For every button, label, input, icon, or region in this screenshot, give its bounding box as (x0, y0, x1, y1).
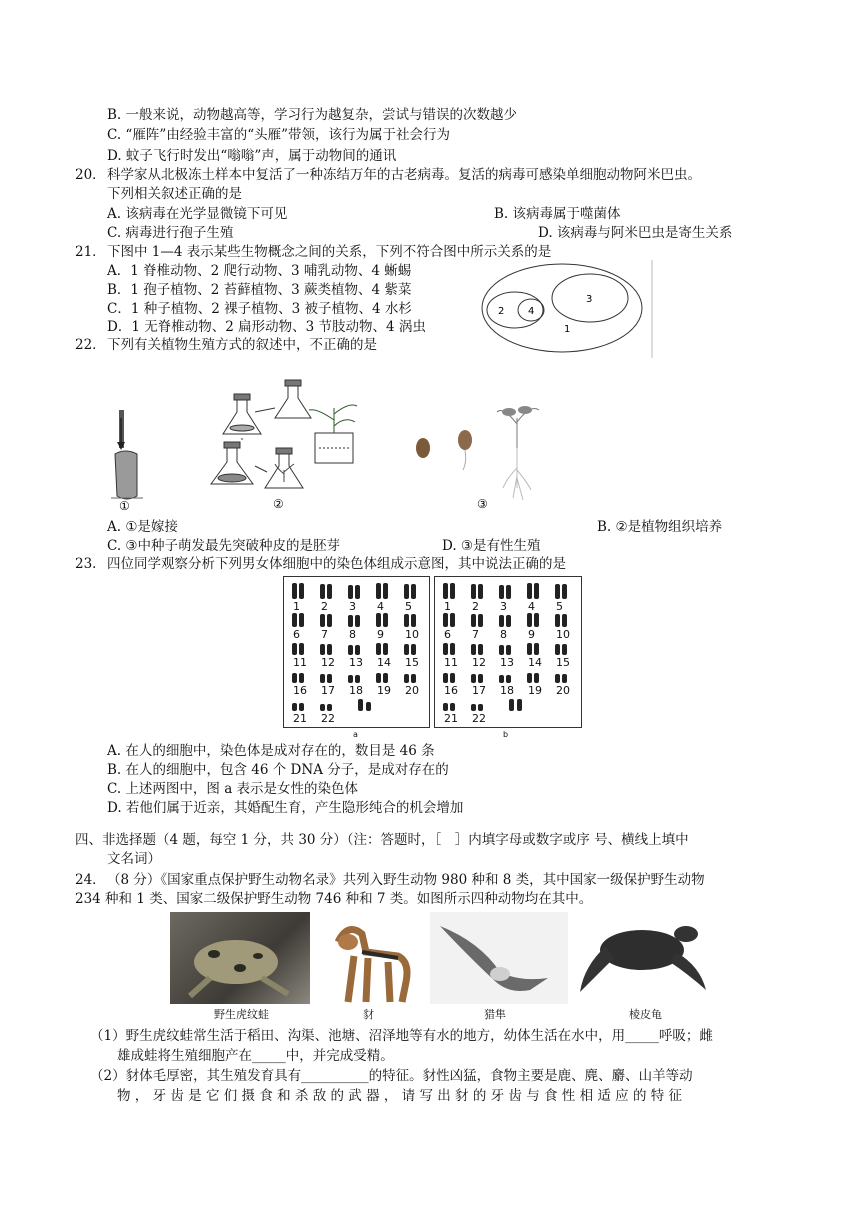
chromosome-number: 3 (500, 600, 507, 613)
chromosome (450, 643, 455, 655)
chromosome (348, 675, 353, 683)
chromosome (327, 644, 332, 655)
chromosome (292, 613, 297, 627)
chromosome-number: 13 (500, 656, 514, 669)
q23-option-b: B. 在人的细胞中，包含 46 个 DNA 分子，是成对存在的 (107, 762, 449, 778)
section4-heading-line2: 文名词） (107, 851, 161, 867)
venn-label-3: 3 (586, 294, 593, 305)
q24-part2-line2: 物 ， 牙 齿 是 它 们 摄 食 和 杀 敌 的 武 器 ， 请 写 出 豺 的 牙 齿 与 食 性 相 适 应 的 特 征 (117, 1088, 683, 1104)
q24-stem-line2: 234 种和 1 类、国家二级保护野生动物 746 种和 7 类。如图所示四种动物均在其中。 (75, 891, 593, 907)
chromosome (506, 585, 511, 599)
chromosome (376, 613, 381, 627)
sex-chromosome (517, 699, 522, 711)
chromosome (443, 703, 448, 711)
chromosome-number: 20 (405, 684, 419, 697)
chromosome-number: 10 (556, 628, 570, 641)
chromosome (450, 673, 455, 683)
chromosome (411, 584, 416, 599)
q21-stem: 下图中 1—4 表示某些生物概念之间的关系，下列不符合图中所示关系的是 (107, 244, 552, 260)
chromosome-number: 2 (472, 600, 479, 613)
q21-option-a: A．1 脊椎动物、2 爬行动物、3 哺乳动物、4 蜥蜴 (107, 263, 412, 279)
chromosome-number: 10 (405, 628, 419, 641)
chromosome (450, 583, 455, 599)
chromosome (499, 585, 504, 599)
chromosome (355, 585, 360, 599)
chromosome (478, 614, 483, 627)
venn-diagram (472, 258, 662, 362)
chromosome (506, 615, 511, 627)
chromosome-number: 6 (293, 628, 300, 641)
chromosome (327, 674, 332, 683)
dhole-photo (318, 912, 418, 1004)
chromosome (376, 643, 381, 655)
chromosome (327, 704, 332, 711)
chromosome-number: 17 (321, 684, 335, 697)
chromosome (320, 584, 325, 599)
animal-caption-dhole: 豺 (363, 1008, 374, 1021)
chromosome (443, 643, 448, 655)
q21-option-d: D．1 无脊椎动物、2 扁形动物、3 节肢动物、4 涡虫 (107, 319, 426, 335)
chromosome (376, 673, 381, 683)
seed-germination-illustration (416, 406, 539, 500)
q23-option-a: A. 在人的细胞中，染色体是成对存在的，数目是 46 条 (107, 743, 435, 759)
chromosome (299, 583, 304, 599)
chromosome-number: 15 (405, 656, 419, 669)
q23-option-c: C. 上述两图中，图 a 表示是女性的染色体 (107, 781, 359, 797)
chromosome (404, 614, 409, 627)
q20-option-a: A. 该病毒在光学显微镜下可见 (107, 206, 288, 222)
karyotype-b-label: b (503, 730, 509, 739)
chromosome (555, 614, 560, 627)
q23-stem: 四位同学观察分析下列男女体细胞中的染色体组成示意图，其中说法正确的是 (107, 556, 566, 572)
grafting-illustration (111, 410, 143, 499)
chromosome-number: 19 (377, 684, 391, 697)
q20-option-b: B. 该病毒属于噬菌体 (494, 206, 621, 222)
q22-option-d: D. ③是有性生殖 (442, 538, 541, 554)
chromosome (320, 674, 325, 683)
chromosome (555, 584, 560, 599)
chromosome (292, 643, 297, 655)
chromosome (443, 613, 448, 627)
chromosome (555, 644, 560, 655)
chromosome-number: 21 (293, 712, 307, 725)
chromosome (404, 674, 409, 683)
animal-caption-frog: 野生虎纹蛙 (214, 1008, 269, 1021)
chromosome (299, 703, 304, 711)
chromosome (355, 645, 360, 655)
chromosome (506, 645, 511, 655)
section4-heading-line1: 四、非选择题（4 题，每空 1 分，共 30 分）（注：答题时，［ ］内填字母或数字或序 号、横线上填中 (75, 832, 689, 848)
q22-option-a: A. ①是嫁接 (107, 519, 178, 535)
chromosome-number: 15 (556, 656, 570, 669)
chromosome (450, 613, 455, 627)
frog-photo (170, 912, 310, 1004)
chromosome (299, 673, 304, 683)
chromosome (383, 583, 388, 599)
falcon-photo (430, 912, 568, 1004)
chromosome-number: 14 (528, 656, 542, 669)
chromosome (299, 613, 304, 627)
chromosome (527, 583, 532, 599)
chromosome (443, 673, 448, 683)
chromosome-number: 8 (500, 628, 507, 641)
tissue-culture-illustration (211, 380, 357, 488)
chromosome (404, 584, 409, 599)
q20-stem-line2: 下列相关叙述正确的是 (107, 186, 242, 202)
chromosome (450, 703, 455, 711)
chromosome (562, 584, 567, 599)
plant-reproduction-figure (105, 378, 545, 513)
q19-option-c: C. “雁阵”由经验丰富的“头雁”带领，该行为属于社会行为 (107, 127, 451, 143)
chromosome (562, 614, 567, 627)
chromosome-number: 9 (528, 628, 535, 641)
chromosome-number: 22 (321, 712, 335, 725)
chromosome (411, 614, 416, 627)
chromosome (478, 584, 483, 599)
chromosome-number: 7 (472, 628, 479, 641)
chromosome (292, 583, 297, 599)
chromosome (527, 643, 532, 655)
chromosome-number: 12 (321, 656, 335, 669)
chromosome (478, 644, 483, 655)
chromosome-number: 18 (500, 684, 514, 697)
q23-number: 23． (75, 556, 106, 572)
q24-part1-line2: 雄成蛙将生殖细胞产在_____中，并完成受精。 (117, 1048, 394, 1064)
chromosome (443, 583, 448, 599)
q24-stem-line1: （8 分）《国家重点保护野生动物名录》共列入野生动物 980 种和 8 类，其中国家一级保护野生动物 (107, 872, 705, 888)
chromosome (327, 614, 332, 627)
chromosome (527, 613, 532, 627)
chromosome (327, 584, 332, 599)
chromosome-number: 4 (377, 600, 384, 613)
sex-chromosome (509, 699, 514, 711)
chromosome (383, 673, 388, 683)
karyotype-a-label: a (353, 730, 358, 739)
chromosome-number: 22 (472, 712, 486, 725)
venn-label-2: 2 (498, 306, 505, 317)
chromosome (499, 645, 504, 655)
sex-chromosome (366, 702, 371, 711)
chromosome (534, 613, 539, 627)
chromosome (299, 643, 304, 655)
chromosome-number: 16 (444, 684, 458, 697)
chromosome-number: 12 (472, 656, 486, 669)
chromosome (534, 583, 539, 599)
sex-chromosome (358, 699, 363, 711)
q22-number: 22． (75, 337, 106, 353)
chromosome (562, 674, 567, 683)
chromosome-number: 6 (444, 628, 451, 641)
chromosome (534, 643, 539, 655)
chromosome (527, 673, 532, 683)
chromosome (411, 674, 416, 683)
chromosome-number: 13 (349, 656, 363, 669)
q21-number: 21． (75, 244, 106, 260)
q20-option-c: C. 病毒进行孢子生殖 (107, 225, 234, 241)
q22-option-c: C. ③中种子萌发最先突破种皮的是胚芽 (107, 538, 341, 554)
chromosome (383, 613, 388, 627)
chromosome-number: 3 (349, 600, 356, 613)
karyotype-a (283, 576, 430, 728)
q20-number: 20． (75, 167, 106, 183)
q24-part2-line1: （2）豺体毛厚密，其生殖发育具有__________的特征。豺性凶猛，食物主要是鹿、麂、麝、山羊等动 (90, 1068, 693, 1084)
chromosome (411, 644, 416, 655)
chromosome-number: 2 (321, 600, 328, 613)
chromosome-number: 7 (321, 628, 328, 641)
chromosome (506, 675, 511, 683)
animal-caption-turtle: 棱皮龟 (629, 1008, 662, 1021)
q24-number: 24． (75, 872, 106, 888)
chromosome (320, 614, 325, 627)
chromosome (383, 643, 388, 655)
chromosome-number: 18 (349, 684, 363, 697)
chromosome (534, 673, 539, 683)
figure-label-3: ③ (477, 497, 488, 511)
karyotype-b (434, 576, 582, 728)
chromosome (355, 675, 360, 683)
chromosome (348, 645, 353, 655)
chromosome (478, 704, 483, 711)
chromosome (471, 614, 476, 627)
chromosome (376, 583, 381, 599)
chromosome-number: 19 (528, 684, 542, 697)
chromosome (348, 585, 353, 599)
q20-option-d: D. 该病毒与阿米巴虫是寄生关系 (538, 225, 733, 241)
chromosome (348, 615, 353, 627)
chromosome-number: 5 (556, 600, 563, 613)
chromosome-number: 1 (293, 600, 300, 613)
chromosome (478, 674, 483, 683)
animal-caption-falcon: 猎隼 (484, 1008, 506, 1021)
chromosome (471, 704, 476, 711)
chromosome (320, 704, 325, 711)
chromosome (355, 615, 360, 627)
chromosome (404, 644, 409, 655)
chromosome-number: 11 (444, 656, 458, 669)
chromosome (320, 644, 325, 655)
chromosome (471, 644, 476, 655)
chromosome (562, 644, 567, 655)
chromosome-number: 5 (405, 600, 412, 613)
venn-label-4: 4 (528, 306, 535, 317)
chromosome (471, 674, 476, 683)
chromosome-number: 8 (349, 628, 356, 641)
chromosome (499, 615, 504, 627)
chromosome-number: 21 (444, 712, 458, 725)
chromosome-number: 17 (472, 684, 486, 697)
chromosome-number: 9 (377, 628, 384, 641)
q22-option-b: B. ②是植物组织培养 (597, 519, 723, 535)
chromosome-number: 4 (528, 600, 535, 613)
chromosome-number: 16 (293, 684, 307, 697)
q24-part1-line1: （1）野生虎纹蛙常生活于稻田、沟渠、池塘、沼泽地等有水的地方，幼体生活在水中，用_____呼吸；雌 (90, 1028, 713, 1044)
figure-label-1: ① (119, 499, 130, 513)
q19-option-d: D. 蚊子飞行时发出“嗡嗡”声，属于动物间的通讯 (107, 148, 397, 164)
chromosome (499, 675, 504, 683)
chromosome-number: 20 (556, 684, 570, 697)
turtle-photo (574, 912, 714, 1004)
q22-stem: 下列有关植物生殖方式的叙述中，不正确的是 (107, 337, 377, 353)
chromosome (471, 584, 476, 599)
q19-option-b: B. 一般来说，动物越高等，学习行为越复杂，尝试与错误的次数越少 (107, 107, 518, 123)
chromosome-number: 14 (377, 656, 391, 669)
chromosome (555, 674, 560, 683)
q21-option-c: C．1 种子植物、2 裸子植物、3 被子植物、4 水杉 (107, 301, 412, 317)
q23-option-d: D. 若他们属于近亲，其婚配生育，产生隐形纯合的机会增加 (107, 800, 464, 816)
chromosome-number: 1 (444, 600, 451, 613)
q20-stem-line1: 科学家从北极冻土样本中复活了一种冻结万年的古老病毒。复活的病毒可感染单细胞动物阿米巴虫。 (107, 167, 701, 183)
q21-option-b: B．1 孢子植物、2 苔藓植物、3 蕨类植物、4 紫菜 (107, 282, 412, 298)
chromosome (292, 673, 297, 683)
chromosome-number: 11 (293, 656, 307, 669)
venn-label-1: 1 (564, 324, 571, 335)
figure-label-2: ② (273, 497, 284, 511)
chromosome (292, 703, 297, 711)
